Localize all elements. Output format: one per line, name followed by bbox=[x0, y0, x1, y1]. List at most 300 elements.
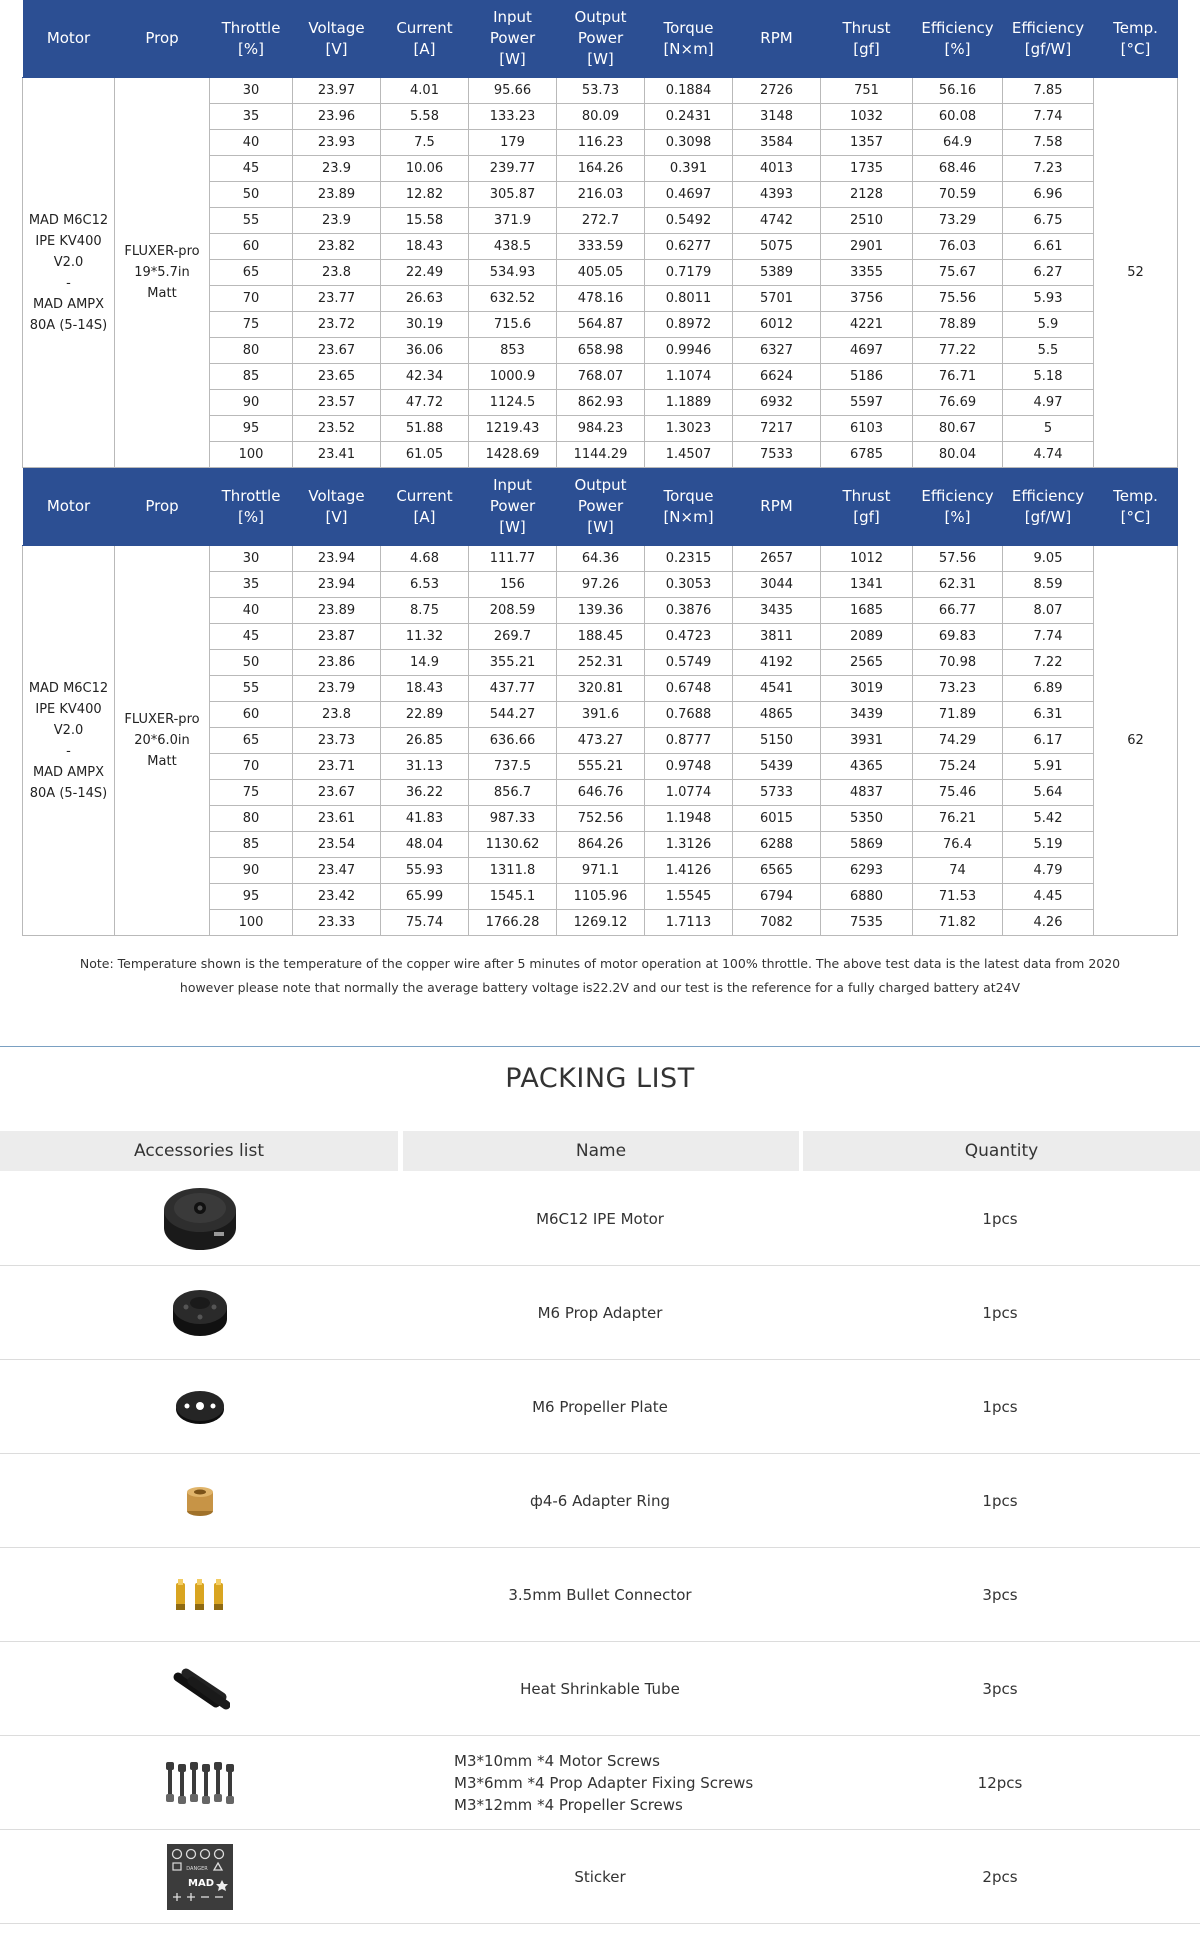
table-cell: 1.7113 bbox=[645, 910, 733, 936]
table-cell: 1545.1 bbox=[469, 884, 557, 910]
table-cell: 8.75 bbox=[381, 598, 469, 624]
prop-line: 19*5.7in bbox=[134, 265, 190, 280]
header-line: [gf] bbox=[853, 39, 880, 58]
header-line: Input bbox=[493, 8, 532, 26]
table-cell: 2657 bbox=[733, 546, 821, 572]
column-header bbox=[913, 468, 1003, 546]
item-quantity: 1pcs bbox=[982, 1209, 1018, 1228]
column-header-quantity: Quantity bbox=[803, 1131, 1200, 1171]
column-header bbox=[1094, 468, 1178, 546]
motor-line: - bbox=[66, 743, 71, 759]
table-cell: 95.66 bbox=[469, 78, 557, 104]
header-line: Efficiency bbox=[1011, 18, 1085, 37]
header-line: Power bbox=[489, 29, 536, 47]
header-line: Power bbox=[489, 497, 536, 515]
table-cell: 6293 bbox=[821, 858, 913, 884]
table-cell: 70 bbox=[210, 286, 293, 312]
table-cell: 8.07 bbox=[1003, 598, 1094, 624]
table-cell: 56.16 bbox=[913, 78, 1003, 104]
table-cell: 45 bbox=[210, 156, 293, 182]
header-line: [N×m] bbox=[663, 39, 714, 58]
table-cell: 4837 bbox=[821, 780, 913, 806]
column-header-name: Name bbox=[403, 1131, 799, 1171]
table-cell: 544.27 bbox=[469, 702, 557, 728]
item-quantity: 2pcs bbox=[982, 1867, 1018, 1886]
table-cell: 6015 bbox=[733, 806, 821, 832]
table-cell: 74.29 bbox=[913, 728, 1003, 754]
table-cell: 76.71 bbox=[913, 364, 1003, 390]
table-cell: 4.79 bbox=[1003, 858, 1094, 884]
table-cell: 51.88 bbox=[381, 416, 469, 442]
table-cell: 7.58 bbox=[1003, 130, 1094, 156]
prop-cell bbox=[115, 78, 210, 468]
header-line: Prop bbox=[145, 29, 179, 47]
table-cell: 1685 bbox=[821, 598, 913, 624]
header-line: [W] bbox=[499, 50, 526, 68]
motor-line: 80A (5-14S) bbox=[29, 785, 108, 801]
table-cell: 5869 bbox=[821, 832, 913, 858]
table-cell: 116.23 bbox=[557, 130, 645, 156]
header-line: Thrust bbox=[842, 18, 891, 37]
table-cell: 80.67 bbox=[913, 416, 1003, 442]
table-cell: 23.94 bbox=[293, 572, 381, 598]
table-cell: 7.74 bbox=[1003, 104, 1094, 130]
column-header bbox=[1003, 0, 1094, 78]
table-cell: 1428.69 bbox=[469, 442, 557, 468]
table-cell: 438.5 bbox=[469, 234, 557, 260]
table-cell: 50 bbox=[210, 650, 293, 676]
table-cell: 30 bbox=[210, 78, 293, 104]
table-cell: 1012 bbox=[821, 546, 913, 572]
table-cell: 0.4723 bbox=[645, 624, 733, 650]
table-cell: 646.76 bbox=[557, 780, 645, 806]
table-cell: 6.75 bbox=[1003, 208, 1094, 234]
column-header bbox=[115, 0, 210, 78]
table-cell: 4.01 bbox=[381, 78, 469, 104]
table-cell: 70.59 bbox=[913, 182, 1003, 208]
table-cell: 3355 bbox=[821, 260, 913, 286]
table-cell: 1.3126 bbox=[645, 832, 733, 858]
table-cell: 4865 bbox=[733, 702, 821, 728]
table-cell: 1.5545 bbox=[645, 884, 733, 910]
heat-shrink-tube-icon bbox=[150, 1642, 250, 1735]
header-line: Prop bbox=[145, 497, 179, 515]
table-cell: 76.21 bbox=[913, 806, 1003, 832]
table-cell: 4013 bbox=[733, 156, 821, 182]
table-cell: 1.4507 bbox=[645, 442, 733, 468]
header-line: Efficiency bbox=[1011, 486, 1085, 505]
table-cell: 564.87 bbox=[557, 312, 645, 338]
table-cell: 636.66 bbox=[469, 728, 557, 754]
temp-cell: 62 bbox=[1094, 546, 1178, 936]
table-cell: 18.43 bbox=[381, 676, 469, 702]
table-cell: 5.58 bbox=[381, 104, 469, 130]
table-cell: 97.26 bbox=[557, 572, 645, 598]
table-cell: 41.83 bbox=[381, 806, 469, 832]
table-cell: 164.26 bbox=[557, 156, 645, 182]
table-cell: 23.97 bbox=[293, 78, 381, 104]
table-cell: 6624 bbox=[733, 364, 821, 390]
table-cell: 188.45 bbox=[557, 624, 645, 650]
table-cell: 269.7 bbox=[469, 624, 557, 650]
table-cell: 73.29 bbox=[913, 208, 1003, 234]
table-cell: 9.05 bbox=[1003, 546, 1094, 572]
header-line: Throttle bbox=[221, 486, 281, 505]
table-cell: 7082 bbox=[733, 910, 821, 936]
table-cell: 0.8777 bbox=[645, 728, 733, 754]
table-cell: 2726 bbox=[733, 78, 821, 104]
header-line: Thrust bbox=[842, 486, 891, 505]
table-cell: 208.59 bbox=[469, 598, 557, 624]
motor-cell bbox=[23, 78, 115, 468]
table-cell: 5.9 bbox=[1003, 312, 1094, 338]
table-cell: 0.5749 bbox=[645, 650, 733, 676]
table-cell: 23.9 bbox=[293, 208, 381, 234]
table-cell: 64.36 bbox=[557, 546, 645, 572]
table-cell: 437.77 bbox=[469, 676, 557, 702]
header-line: [W] bbox=[499, 518, 526, 536]
motor-cell bbox=[23, 546, 115, 936]
table-cell: 23.87 bbox=[293, 624, 381, 650]
table-cell: 5.64 bbox=[1003, 780, 1094, 806]
table-cell: 5150 bbox=[733, 728, 821, 754]
item-name-line: M3*10mm *4 Motor Screws bbox=[454, 1751, 660, 1770]
table-cell: 333.59 bbox=[557, 234, 645, 260]
header-line: Voltage bbox=[308, 486, 365, 505]
table-cell: 4393 bbox=[733, 182, 821, 208]
table-cell: 100 bbox=[210, 442, 293, 468]
header-line: Output bbox=[574, 8, 627, 26]
table-cell: 1341 bbox=[821, 572, 913, 598]
table-cell: 75.46 bbox=[913, 780, 1003, 806]
table-cell: 6.31 bbox=[1003, 702, 1094, 728]
header-line: [°C] bbox=[1120, 39, 1151, 58]
table-cell: 4.45 bbox=[1003, 884, 1094, 910]
table-cell: 0.5492 bbox=[645, 208, 733, 234]
motor-line: - bbox=[66, 275, 71, 291]
table-cell: 0.8011 bbox=[645, 286, 733, 312]
table-cell: 35 bbox=[210, 104, 293, 130]
table-cell: 5.5 bbox=[1003, 338, 1094, 364]
performance-table-2 bbox=[22, 468, 1178, 936]
table-cell: 60 bbox=[210, 702, 293, 728]
table-cell: 23.73 bbox=[293, 728, 381, 754]
column-header bbox=[293, 468, 381, 546]
table-cell: 65 bbox=[210, 728, 293, 754]
column-header bbox=[469, 0, 557, 78]
header-line: [W] bbox=[587, 50, 614, 68]
prop-adapter-icon bbox=[150, 1266, 250, 1359]
table-cell: 3931 bbox=[821, 728, 913, 754]
header-line: [gf/W] bbox=[1024, 507, 1072, 526]
table-cell: 31.13 bbox=[381, 754, 469, 780]
table-cell: 30.19 bbox=[381, 312, 469, 338]
table-cell: 0.9946 bbox=[645, 338, 733, 364]
table-cell: 5.19 bbox=[1003, 832, 1094, 858]
table-cell: 0.391 bbox=[645, 156, 733, 182]
column-header bbox=[23, 0, 115, 78]
table-cell: 3811 bbox=[733, 624, 821, 650]
column-header bbox=[733, 468, 821, 546]
table-cell: 0.3876 bbox=[645, 598, 733, 624]
table-cell: 11.32 bbox=[381, 624, 469, 650]
prop-line: Matt bbox=[147, 754, 177, 769]
table-cell: 6794 bbox=[733, 884, 821, 910]
table-cell: 0.3098 bbox=[645, 130, 733, 156]
header-line: Input bbox=[493, 476, 532, 494]
item-quantity: 1pcs bbox=[982, 1397, 1018, 1416]
table-cell: 23.71 bbox=[293, 754, 381, 780]
column-header bbox=[645, 0, 733, 78]
sticker-logo: MAD bbox=[188, 1877, 214, 1889]
table-cell: 4365 bbox=[821, 754, 913, 780]
table-cell: 5186 bbox=[821, 364, 913, 390]
table-cell: 3439 bbox=[821, 702, 913, 728]
section-divider bbox=[0, 1046, 1200, 1047]
table-cell: 23.61 bbox=[293, 806, 381, 832]
header-line: Power bbox=[577, 29, 624, 47]
prop-line: FLUXER-pro bbox=[124, 244, 200, 259]
table-cell: 555.21 bbox=[557, 754, 645, 780]
table-cell: 5.18 bbox=[1003, 364, 1094, 390]
table-cell: 0.6277 bbox=[645, 234, 733, 260]
table-cell: 752.56 bbox=[557, 806, 645, 832]
prop-line: 20*6.0in bbox=[134, 733, 190, 748]
table-cell: 30 bbox=[210, 546, 293, 572]
table-cell: 6.27 bbox=[1003, 260, 1094, 286]
column-header-accessories: Accessories list bbox=[0, 1131, 398, 1171]
table-cell: 971.1 bbox=[557, 858, 645, 884]
table-cell: 23.72 bbox=[293, 312, 381, 338]
table-cell: 1.4126 bbox=[645, 858, 733, 884]
header-line: Current bbox=[396, 18, 453, 37]
table-cell: 320.81 bbox=[557, 676, 645, 702]
table-cell: 7535 bbox=[821, 910, 913, 936]
table-cell: 4697 bbox=[821, 338, 913, 364]
table-cell: 0.2315 bbox=[645, 546, 733, 572]
table-cell: 1311.8 bbox=[469, 858, 557, 884]
motor-line: V2.0 bbox=[53, 722, 84, 738]
table-cell: 534.93 bbox=[469, 260, 557, 286]
item-name bbox=[400, 1736, 800, 1829]
column-header bbox=[469, 468, 557, 546]
column-header bbox=[210, 0, 293, 78]
table-cell: 100 bbox=[210, 910, 293, 936]
table-cell: 53.73 bbox=[557, 78, 645, 104]
table-cell: 4221 bbox=[821, 312, 913, 338]
table-cell: 3044 bbox=[733, 572, 821, 598]
table-cell: 6288 bbox=[733, 832, 821, 858]
table-cell: 5.42 bbox=[1003, 806, 1094, 832]
table-cell: 7217 bbox=[733, 416, 821, 442]
motor-line: V2.0 bbox=[53, 254, 84, 270]
table-cell: 1144.29 bbox=[557, 442, 645, 468]
table-cell: 7.22 bbox=[1003, 650, 1094, 676]
table-cell: 23.9 bbox=[293, 156, 381, 182]
sticker-icon bbox=[150, 1830, 250, 1923]
table-cell: 1000.9 bbox=[469, 364, 557, 390]
table-cell: 77.22 bbox=[913, 338, 1003, 364]
table-cell: 3435 bbox=[733, 598, 821, 624]
header-line: [W] bbox=[587, 518, 614, 536]
table-cell: 69.83 bbox=[913, 624, 1003, 650]
table-cell: 57.56 bbox=[913, 546, 1003, 572]
header-line: [V] bbox=[325, 39, 348, 58]
table-cell: 737.5 bbox=[469, 754, 557, 780]
table-cell: 0.9748 bbox=[645, 754, 733, 780]
header-line: [%] bbox=[944, 507, 971, 526]
note-line-2: however please note that normally the average battery voltage is22.2V and our test is the reference for a fully charged battery at24V bbox=[179, 980, 1021, 995]
table-cell: 50 bbox=[210, 182, 293, 208]
table-cell: 3148 bbox=[733, 104, 821, 130]
table-cell: 7.74 bbox=[1003, 624, 1094, 650]
table-cell: 7.23 bbox=[1003, 156, 1094, 182]
column-header bbox=[210, 468, 293, 546]
table-cell: 75.56 bbox=[913, 286, 1003, 312]
table-cell: 156 bbox=[469, 572, 557, 598]
table-cell: 1.1074 bbox=[645, 364, 733, 390]
header-line: Efficiency bbox=[921, 486, 994, 505]
table-cell: 3756 bbox=[821, 286, 913, 312]
table-cell: 36.06 bbox=[381, 338, 469, 364]
header-line: Torque bbox=[663, 486, 714, 505]
table-cell: 405.05 bbox=[557, 260, 645, 286]
header-line: [A] bbox=[413, 39, 436, 58]
table-cell: 216.03 bbox=[557, 182, 645, 208]
packing-row-sticker bbox=[0, 1830, 1200, 1924]
table-cell: 45 bbox=[210, 624, 293, 650]
table-cell: 6.89 bbox=[1003, 676, 1094, 702]
table-cell: 23.33 bbox=[293, 910, 381, 936]
table-cell: 75.67 bbox=[913, 260, 1003, 286]
table-cell: 23.47 bbox=[293, 858, 381, 884]
table-cell: 75.24 bbox=[913, 754, 1003, 780]
table-cell: 8.59 bbox=[1003, 572, 1094, 598]
table-cell: 70 bbox=[210, 754, 293, 780]
table-cell: 1219.43 bbox=[469, 416, 557, 442]
table-cell: 1130.62 bbox=[469, 832, 557, 858]
item-name: M6 Propeller Plate bbox=[532, 1397, 668, 1416]
table-row bbox=[23, 546, 1178, 572]
table-cell: 473.27 bbox=[557, 728, 645, 754]
table-cell: 715.6 bbox=[469, 312, 557, 338]
table-cell: 23.52 bbox=[293, 416, 381, 442]
table-cell: 139.36 bbox=[557, 598, 645, 624]
table-cell: 3584 bbox=[733, 130, 821, 156]
item-quantity: 1pcs bbox=[982, 1491, 1018, 1510]
table-cell: 2901 bbox=[821, 234, 913, 260]
table-cell: 7.5 bbox=[381, 130, 469, 156]
column-header bbox=[1003, 468, 1094, 546]
table-cell: 2510 bbox=[821, 208, 913, 234]
table-cell: 76.03 bbox=[913, 234, 1003, 260]
item-name: M6C12 IPE Motor bbox=[536, 1209, 664, 1228]
column-header bbox=[557, 0, 645, 78]
propeller-plate-icon bbox=[150, 1360, 250, 1453]
header-line: Power bbox=[577, 497, 624, 515]
table-cell: 90 bbox=[210, 858, 293, 884]
table-cell: 252.31 bbox=[557, 650, 645, 676]
table-cell: 48.04 bbox=[381, 832, 469, 858]
table-cell: 0.6748 bbox=[645, 676, 733, 702]
table-cell: 1.0774 bbox=[645, 780, 733, 806]
column-header bbox=[1094, 0, 1178, 78]
column-header bbox=[115, 468, 210, 546]
table-cell: 0.7179 bbox=[645, 260, 733, 286]
header-line: RPM bbox=[760, 29, 793, 47]
table-cell: 5075 bbox=[733, 234, 821, 260]
header-line: Efficiency bbox=[921, 18, 994, 37]
table-cell: 5439 bbox=[733, 754, 821, 780]
header-line: [%] bbox=[238, 507, 264, 526]
table-cell: 71.82 bbox=[913, 910, 1003, 936]
table-cell: 23.8 bbox=[293, 702, 381, 728]
sticker-danger-label: DANGER bbox=[186, 1865, 208, 1872]
table-cell: 23.8 bbox=[293, 260, 381, 286]
table-cell: 987.33 bbox=[469, 806, 557, 832]
table-cell: 12.82 bbox=[381, 182, 469, 208]
table-cell: 7533 bbox=[733, 442, 821, 468]
table-header-row bbox=[23, 468, 1178, 546]
table-cell: 47.72 bbox=[381, 390, 469, 416]
table-cell: 23.86 bbox=[293, 650, 381, 676]
table-cell: 478.16 bbox=[557, 286, 645, 312]
motor-line: IPE KV400 bbox=[35, 233, 102, 249]
header-line: [gf] bbox=[853, 507, 880, 526]
table-cell: 864.26 bbox=[557, 832, 645, 858]
table-cell: 1032 bbox=[821, 104, 913, 130]
table-cell: 6.61 bbox=[1003, 234, 1094, 260]
table-cell: 856.7 bbox=[469, 780, 557, 806]
header-line: Voltage bbox=[308, 18, 365, 37]
motor-line: MAD M6C12 bbox=[28, 680, 109, 696]
column-header bbox=[913, 0, 1003, 78]
table-cell: 23.65 bbox=[293, 364, 381, 390]
column-header bbox=[557, 468, 645, 546]
column-header bbox=[645, 468, 733, 546]
table-cell: 23.93 bbox=[293, 130, 381, 156]
table-cell: 984.23 bbox=[557, 416, 645, 442]
column-header bbox=[381, 468, 469, 546]
motor-icon bbox=[150, 1172, 250, 1265]
table-cell: 6103 bbox=[821, 416, 913, 442]
table-cell: 23.67 bbox=[293, 338, 381, 364]
table-cell: 22.49 bbox=[381, 260, 469, 286]
table-cell: 62.31 bbox=[913, 572, 1003, 598]
table-cell: 75.74 bbox=[381, 910, 469, 936]
table-cell: 1735 bbox=[821, 156, 913, 182]
header-line: Temp. bbox=[1113, 18, 1158, 37]
header-line: [%] bbox=[944, 39, 971, 58]
motor-line: MAD AMPX bbox=[32, 296, 105, 312]
header-line: Motor bbox=[46, 29, 91, 47]
table-cell: 0.7688 bbox=[645, 702, 733, 728]
table-header-row bbox=[23, 0, 1178, 78]
table-cell: 0.8972 bbox=[645, 312, 733, 338]
header-line: Torque bbox=[663, 18, 714, 37]
header-line: [V] bbox=[325, 507, 348, 526]
table-cell: 23.67 bbox=[293, 780, 381, 806]
table-cell: 85 bbox=[210, 364, 293, 390]
motor-line: MAD M6C12 bbox=[28, 212, 109, 228]
motor-line: IPE KV400 bbox=[35, 701, 102, 717]
item-quantity: 3pcs bbox=[982, 1585, 1018, 1604]
table-cell: 71.53 bbox=[913, 884, 1003, 910]
table-cell: 751 bbox=[821, 78, 913, 104]
table-cell: 6932 bbox=[733, 390, 821, 416]
table-cell: 68.46 bbox=[913, 156, 1003, 182]
note-line-1: Note: Temperature shown is the temperature of the copper wire after 5 minutes of motor operation at 100% throttle. The above test data is the latest data from 2020 bbox=[79, 956, 1121, 971]
